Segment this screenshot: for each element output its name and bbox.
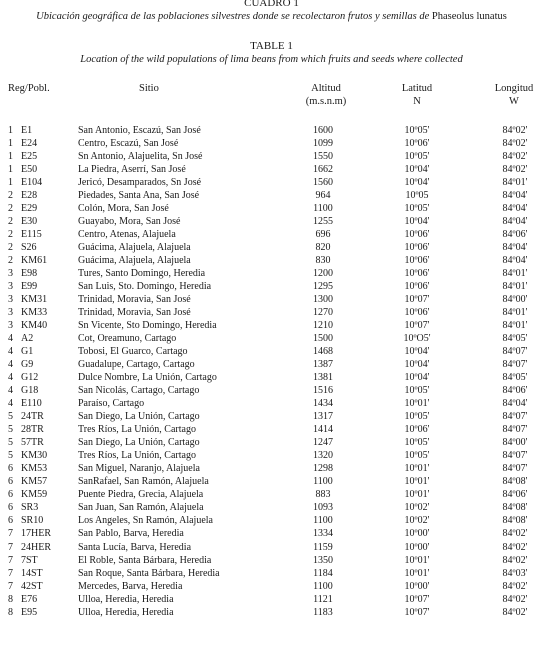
row-altitude: 830 <box>315 255 331 267</box>
row-longitude: 84º02' <box>502 606 528 618</box>
table-row <box>0 501 543 514</box>
row-population: E104 <box>21 177 43 189</box>
table-row <box>0 397 543 410</box>
row-population: 57TR <box>21 437 44 449</box>
row-region: 4 <box>8 346 13 358</box>
row-longitude: 84º04' <box>502 216 528 228</box>
row-region: 3 <box>8 320 13 332</box>
row-latitude: 10º06' <box>404 255 430 267</box>
row-altitude: 1414 <box>313 424 333 436</box>
table-row <box>0 202 543 215</box>
row-longitude: 84º05' <box>502 372 528 384</box>
row-region: 2 <box>8 255 13 267</box>
row-region: 6 <box>8 489 13 501</box>
row-region: 7 <box>8 528 13 540</box>
row-site: Centro, Escazú, San José <box>78 138 179 150</box>
row-site: Guayabo, Mora, San José <box>78 216 181 228</box>
row-region: 7 <box>8 554 13 566</box>
header-longitud-unit: W <box>509 96 519 107</box>
row-longitude: 84º07' <box>502 463 528 475</box>
species-name: Phaseolus lunatus <box>431 11 507 22</box>
table-row <box>0 137 543 150</box>
row-population: E115 <box>21 229 42 241</box>
row-altitude: 696 <box>315 229 331 241</box>
row-region: 8 <box>8 593 13 605</box>
row-population: E99 <box>21 281 38 293</box>
row-site: San Nicolás, Cartago, Cartago <box>78 385 200 397</box>
table-row <box>0 606 543 619</box>
row-region: 4 <box>8 359 13 371</box>
row-longitude: 84º01' <box>502 281 528 293</box>
row-population: E28 <box>21 190 38 202</box>
row-latitude: 10º06' <box>404 138 430 150</box>
row-altitude: 1560 <box>313 177 333 189</box>
caption-english: Location of the wild populations of lima beans from which fruits and seeds where collected <box>80 54 463 65</box>
row-latitude: 10º01' <box>404 554 430 566</box>
row-latitude: 10º02' <box>404 515 430 527</box>
row-altitude: 1550 <box>313 151 333 163</box>
table-row <box>0 371 543 384</box>
row-longitude: 84º08' <box>502 476 528 488</box>
table-row <box>0 449 543 462</box>
row-latitude: 10º04' <box>404 164 430 176</box>
row-region: 6 <box>8 463 13 475</box>
row-altitude: 1468 <box>313 346 333 358</box>
row-altitude: 964 <box>315 190 331 202</box>
row-longitude: 84º01' <box>502 177 528 189</box>
row-latitude: 10º00' <box>404 541 430 553</box>
row-latitude: 10º05 <box>405 190 429 202</box>
row-latitude: 10º02' <box>404 502 430 514</box>
row-longitude: 84º01' <box>502 307 528 319</box>
row-altitude: 1334 <box>313 528 333 540</box>
row-latitude: 10º05' <box>404 450 430 462</box>
row-site: Puente Piedra, Grecia, Alajuela <box>78 489 204 501</box>
row-population: 24TR <box>21 411 44 423</box>
row-latitude: 10º07' <box>404 320 430 332</box>
table-row <box>0 345 543 358</box>
row-population: KM31 <box>21 294 48 306</box>
row-site: Sn Antonio, Alajuelita, Sn José <box>78 151 203 163</box>
row-altitude: 1183 <box>313 606 333 618</box>
table-row <box>0 241 543 254</box>
row-region: 2 <box>8 216 13 228</box>
row-site: Guadalupe, Cartago, Cartago <box>78 359 195 371</box>
row-longitude: 84º02' <box>502 554 528 566</box>
row-region: 3 <box>8 268 13 280</box>
row-longitude: 84º02' <box>502 541 528 553</box>
row-region: 3 <box>8 281 13 293</box>
row-region: 5 <box>8 411 13 423</box>
table-row <box>0 228 543 241</box>
row-latitude: 10º06' <box>404 229 430 241</box>
row-population: KM61 <box>21 255 48 267</box>
row-longitude: 84º00' <box>502 294 528 306</box>
row-population: E30 <box>21 216 38 228</box>
row-population: SR3 <box>21 502 39 514</box>
row-site: San Pablo, Barva, Heredia <box>78 528 184 540</box>
row-region: 8 <box>8 606 13 618</box>
row-latitude: 10º04' <box>404 346 430 358</box>
row-latitude: 10º06' <box>404 281 430 293</box>
row-region: 5 <box>8 424 13 436</box>
row-altitude: 1200 <box>313 268 333 280</box>
row-longitude: 84º07' <box>502 424 528 436</box>
row-altitude: 1100 <box>313 476 333 488</box>
table-row <box>0 436 543 449</box>
row-longitude: 84º07' <box>502 450 528 462</box>
row-region: 3 <box>8 294 13 306</box>
row-latitude: 10º00' <box>404 528 430 540</box>
row-altitude: 1295 <box>313 281 333 293</box>
row-site: Cot, Oreamuno, Cartago <box>78 333 177 345</box>
row-latitude: 10º04' <box>404 372 430 384</box>
row-longitude: 84º04' <box>502 398 528 410</box>
table-row <box>0 189 543 202</box>
row-longitude: 84º04' <box>502 255 528 267</box>
row-region: 5 <box>8 437 13 449</box>
row-altitude: 1100 <box>313 203 333 215</box>
row-site: Tres Ríos, La Unión, Cartago <box>78 450 196 462</box>
row-latitude: 10º07' <box>404 294 430 306</box>
table-row <box>0 150 543 163</box>
row-altitude: 1121 <box>313 593 333 605</box>
row-longitude: 84º07' <box>502 411 528 423</box>
row-altitude: 1320 <box>313 450 333 462</box>
row-site: La Piedra, Aserrí, San José <box>78 164 186 176</box>
row-population: G9 <box>21 359 34 371</box>
row-latitude: 10º05' <box>404 411 430 423</box>
row-site: San Diego, La Unión, Cartago <box>78 437 200 449</box>
row-latitude: 10º01' <box>404 489 430 501</box>
row-altitude: 820 <box>315 242 331 254</box>
row-latitude: 10º04' <box>404 359 430 371</box>
row-population: KM53 <box>21 463 48 475</box>
row-altitude: 1099 <box>313 138 333 150</box>
row-longitude: 84º08' <box>502 502 528 514</box>
table-row <box>0 280 543 293</box>
row-longitude: 84º00' <box>502 437 528 449</box>
table-row <box>0 462 543 475</box>
row-site: Centro, Atenas, Alajuela <box>78 229 176 241</box>
row-latitude: 10º01' <box>404 567 430 579</box>
row-altitude: 1255 <box>313 216 333 228</box>
row-site: Ulloa, Heredia, Heredia <box>78 593 174 605</box>
row-population: 42ST <box>21 580 43 592</box>
header-altitud: Altitud <box>311 83 341 94</box>
table-row <box>0 488 543 501</box>
row-latitude: 10º06' <box>404 424 430 436</box>
cuadro-title: CUADRO 1 <box>244 0 299 9</box>
row-region: 4 <box>8 398 13 410</box>
row-site: San Miguel, Naranjo, Alajuela <box>78 463 200 475</box>
row-region: 4 <box>8 333 13 345</box>
table-row <box>0 215 543 228</box>
table-row <box>0 267 543 280</box>
row-longitude: 84º04' <box>502 242 528 254</box>
row-longitude: 84º04' <box>502 190 528 202</box>
row-altitude: 1210 <box>313 320 333 332</box>
row-latitude: 10º07' <box>404 593 430 605</box>
row-population: E25 <box>21 151 38 163</box>
row-population: E29 <box>21 203 38 215</box>
row-site: Ulloa, Heredia, Heredia <box>78 606 174 618</box>
row-region: 6 <box>8 476 13 488</box>
table-row <box>0 475 543 488</box>
row-population: SR10 <box>21 515 44 527</box>
row-region: 4 <box>8 372 13 384</box>
row-latitude: 10º05' <box>404 385 430 397</box>
row-region: 2 <box>8 190 13 202</box>
row-longitude: 84º05' <box>502 333 528 345</box>
row-site: Mercedes, Barva, Heredia <box>78 580 183 592</box>
table-row <box>0 580 543 593</box>
row-population: E110 <box>21 398 42 410</box>
row-latitude: 10º06' <box>404 268 430 280</box>
row-longitude: 84º02' <box>502 138 528 150</box>
table-row <box>0 358 543 371</box>
table-row <box>0 410 543 423</box>
row-population: KM59 <box>21 489 48 501</box>
row-longitude: 84º02' <box>502 151 528 163</box>
row-population: G12 <box>21 372 39 384</box>
row-altitude: 883 <box>315 489 331 501</box>
row-longitude: 84º02' <box>502 164 528 176</box>
table-row <box>0 593 543 606</box>
table-row <box>0 124 543 137</box>
row-longitude: 84º06' <box>502 489 528 501</box>
row-altitude: 1600 <box>313 125 333 136</box>
row-latitude: 10º06' <box>404 242 430 254</box>
row-population: 28TR <box>21 424 44 436</box>
row-region: 1 <box>8 164 13 176</box>
row-latitude: 10º01' <box>404 398 430 410</box>
row-region: 7 <box>8 541 13 553</box>
row-latitude: 10ºO5' <box>403 333 431 345</box>
row-longitude: 84º02' <box>502 593 528 605</box>
row-altitude: 1317 <box>313 411 333 423</box>
row-longitude: 84º07' <box>502 346 528 358</box>
row-site: Paraíso, Cartago <box>78 398 145 410</box>
table-row <box>0 254 543 267</box>
row-altitude: 1662 <box>313 164 333 176</box>
row-population: 14ST <box>21 567 43 579</box>
row-site: San Luis, Sto. Domingo, Heredia <box>78 281 212 293</box>
row-site: Tobosi, El Guarco, Cartago <box>78 346 188 358</box>
table-row <box>0 527 543 540</box>
row-longitude: 84º02' <box>502 528 528 540</box>
row-region: 4 <box>8 385 13 397</box>
row-longitude: 84º04' <box>502 203 528 215</box>
row-longitude: 84º01' <box>502 320 528 332</box>
row-longitude: 84º02' <box>502 125 528 136</box>
row-latitude: 10º05' <box>404 151 430 163</box>
row-longitude: 84º03' <box>502 567 528 579</box>
table-row <box>0 332 543 345</box>
row-altitude: 1298 <box>313 463 333 475</box>
row-latitude: 10º05' <box>404 203 430 215</box>
header-sitio: Sitio <box>139 83 159 94</box>
row-altitude: 1184 <box>313 567 333 579</box>
row-population: 7ST <box>21 554 38 566</box>
row-site: Guácima, Alajuela, Alajuela <box>78 242 191 254</box>
row-altitude: 1093 <box>313 502 333 514</box>
table-body <box>0 124 543 619</box>
row-site: Tres Ríos, La Unión, Cartago <box>78 424 196 436</box>
row-region: 2 <box>8 203 13 215</box>
row-longitude: 84º06' <box>502 385 528 397</box>
row-altitude: 1247 <box>313 437 333 449</box>
row-population: E76 <box>21 593 38 605</box>
table-title: TABLE 1 <box>250 40 293 52</box>
row-latitude: 10º01' <box>404 476 430 488</box>
row-site: Santa Lucía, Barva, Heredia <box>78 541 192 553</box>
row-latitude: 10º06' <box>404 307 430 319</box>
row-population: E50 <box>21 164 38 176</box>
table-row <box>0 319 543 332</box>
caption-spanish-text: Ubicación geográfica de las poblaciones silvestres donde se recolectaron frutos y semillas de <box>36 11 430 22</box>
row-region: 1 <box>8 125 13 136</box>
row-site: Guácima, Alajuela, Alajuela <box>78 255 191 267</box>
row-region: 3 <box>8 307 13 319</box>
row-latitude: 10º05' <box>404 125 430 136</box>
row-population: KM57 <box>21 476 48 488</box>
row-region: 7 <box>8 580 13 592</box>
row-region: 2 <box>8 229 13 241</box>
row-altitude: 1270 <box>313 307 333 319</box>
row-region: 1 <box>8 177 13 189</box>
row-site: Trinidad, Moravia, San José <box>78 294 191 306</box>
row-population: S26 <box>21 242 37 254</box>
table-row <box>0 554 543 567</box>
header-latitud-unit: N <box>413 96 421 107</box>
row-site: Trinidad, Moravia, San José <box>78 307 191 319</box>
row-population: 24HER <box>21 541 51 553</box>
row-altitude: 1387 <box>313 359 333 371</box>
row-latitude: 10º04' <box>404 177 430 189</box>
header-altitud-unit: (m.s.n.m) <box>305 96 347 107</box>
row-site: Tures, Santo Domingo, Heredia <box>78 268 206 280</box>
row-site: Piedades, Santa Ana, San José <box>78 190 200 202</box>
row-population: G18 <box>21 385 39 397</box>
row-region: 1 <box>8 138 13 150</box>
row-population: 17HER <box>21 528 51 540</box>
row-population: E95 <box>21 606 38 618</box>
row-site: San Diego, La Unión, Cartago <box>78 411 200 423</box>
row-region: 7 <box>8 567 13 579</box>
row-region: 6 <box>8 515 13 527</box>
row-latitude: 10º01' <box>404 463 430 475</box>
row-site: Los Angeles, Sn Ramón, Alajuela <box>78 515 213 527</box>
header-longitud: Longitud <box>494 83 534 94</box>
row-altitude: 1516 <box>313 385 333 397</box>
table-row <box>0 176 543 189</box>
row-altitude: 1350 <box>313 554 333 566</box>
row-site: San Juan, San Ramón, Alajuela <box>78 502 204 514</box>
row-population: KM40 <box>21 320 48 332</box>
row-population: G1 <box>21 346 34 358</box>
row-altitude: 1159 <box>313 541 333 553</box>
row-latitude: 10º00' <box>404 580 430 592</box>
table-row <box>0 567 543 580</box>
row-site: Jericó, Desamparados, Sn José <box>78 177 202 189</box>
row-altitude: 1500 <box>313 333 333 345</box>
row-site: San Roque, Santa Bárbara, Heredia <box>78 567 220 579</box>
row-population: E98 <box>21 268 38 280</box>
table-row <box>0 306 543 319</box>
row-longitude: 84º02' <box>502 580 528 592</box>
row-site: El Roble, Santa Bárbara, Heredia <box>78 554 212 566</box>
row-latitude: 10º07' <box>404 606 430 618</box>
row-longitude: 84º07' <box>502 359 528 371</box>
row-longitude: 84º08' <box>502 515 528 527</box>
row-population: KM33 <box>21 307 48 319</box>
table-row <box>0 423 543 436</box>
row-site: SanRafael, San Ramón, Alajuela <box>78 476 209 488</box>
row-site: Sn Vicente, Sto Domingo, Heredia <box>78 320 217 332</box>
row-altitude: 1434 <box>313 398 333 410</box>
row-altitude: 1381 <box>313 372 333 384</box>
row-altitude: 1100 <box>313 515 333 527</box>
row-altitude: 1300 <box>313 294 333 306</box>
row-longitude: 84º06' <box>502 229 528 241</box>
row-population: KM30 <box>21 450 48 462</box>
table-row <box>0 541 543 554</box>
row-region: 1 <box>8 151 13 163</box>
row-population: E1 <box>21 125 33 136</box>
header-latitud: Latitud <box>401 83 433 94</box>
row-region: 5 <box>8 450 13 462</box>
row-site: Colón, Mora, San José <box>78 203 169 215</box>
header-reg-pobl: Reg/Pobl. <box>8 83 50 94</box>
row-latitude: 10º04' <box>404 216 430 228</box>
row-population: A2 <box>21 333 34 345</box>
row-site: San Antonio, Escazú, San José <box>78 125 201 136</box>
row-population: E24 <box>21 138 38 150</box>
row-latitude: 10º05' <box>404 437 430 449</box>
table-row <box>0 293 543 306</box>
table-row <box>0 163 543 176</box>
table-row <box>0 384 543 397</box>
row-site: Dulce Nombre, La Unión, Cartago <box>78 372 217 384</box>
caption-spanish <box>0 11 543 23</box>
row-region: 6 <box>8 502 13 514</box>
row-longitude: 84º01' <box>502 268 528 280</box>
table-row <box>0 514 543 527</box>
row-region: 2 <box>8 242 13 254</box>
row-altitude: 1100 <box>313 580 333 592</box>
